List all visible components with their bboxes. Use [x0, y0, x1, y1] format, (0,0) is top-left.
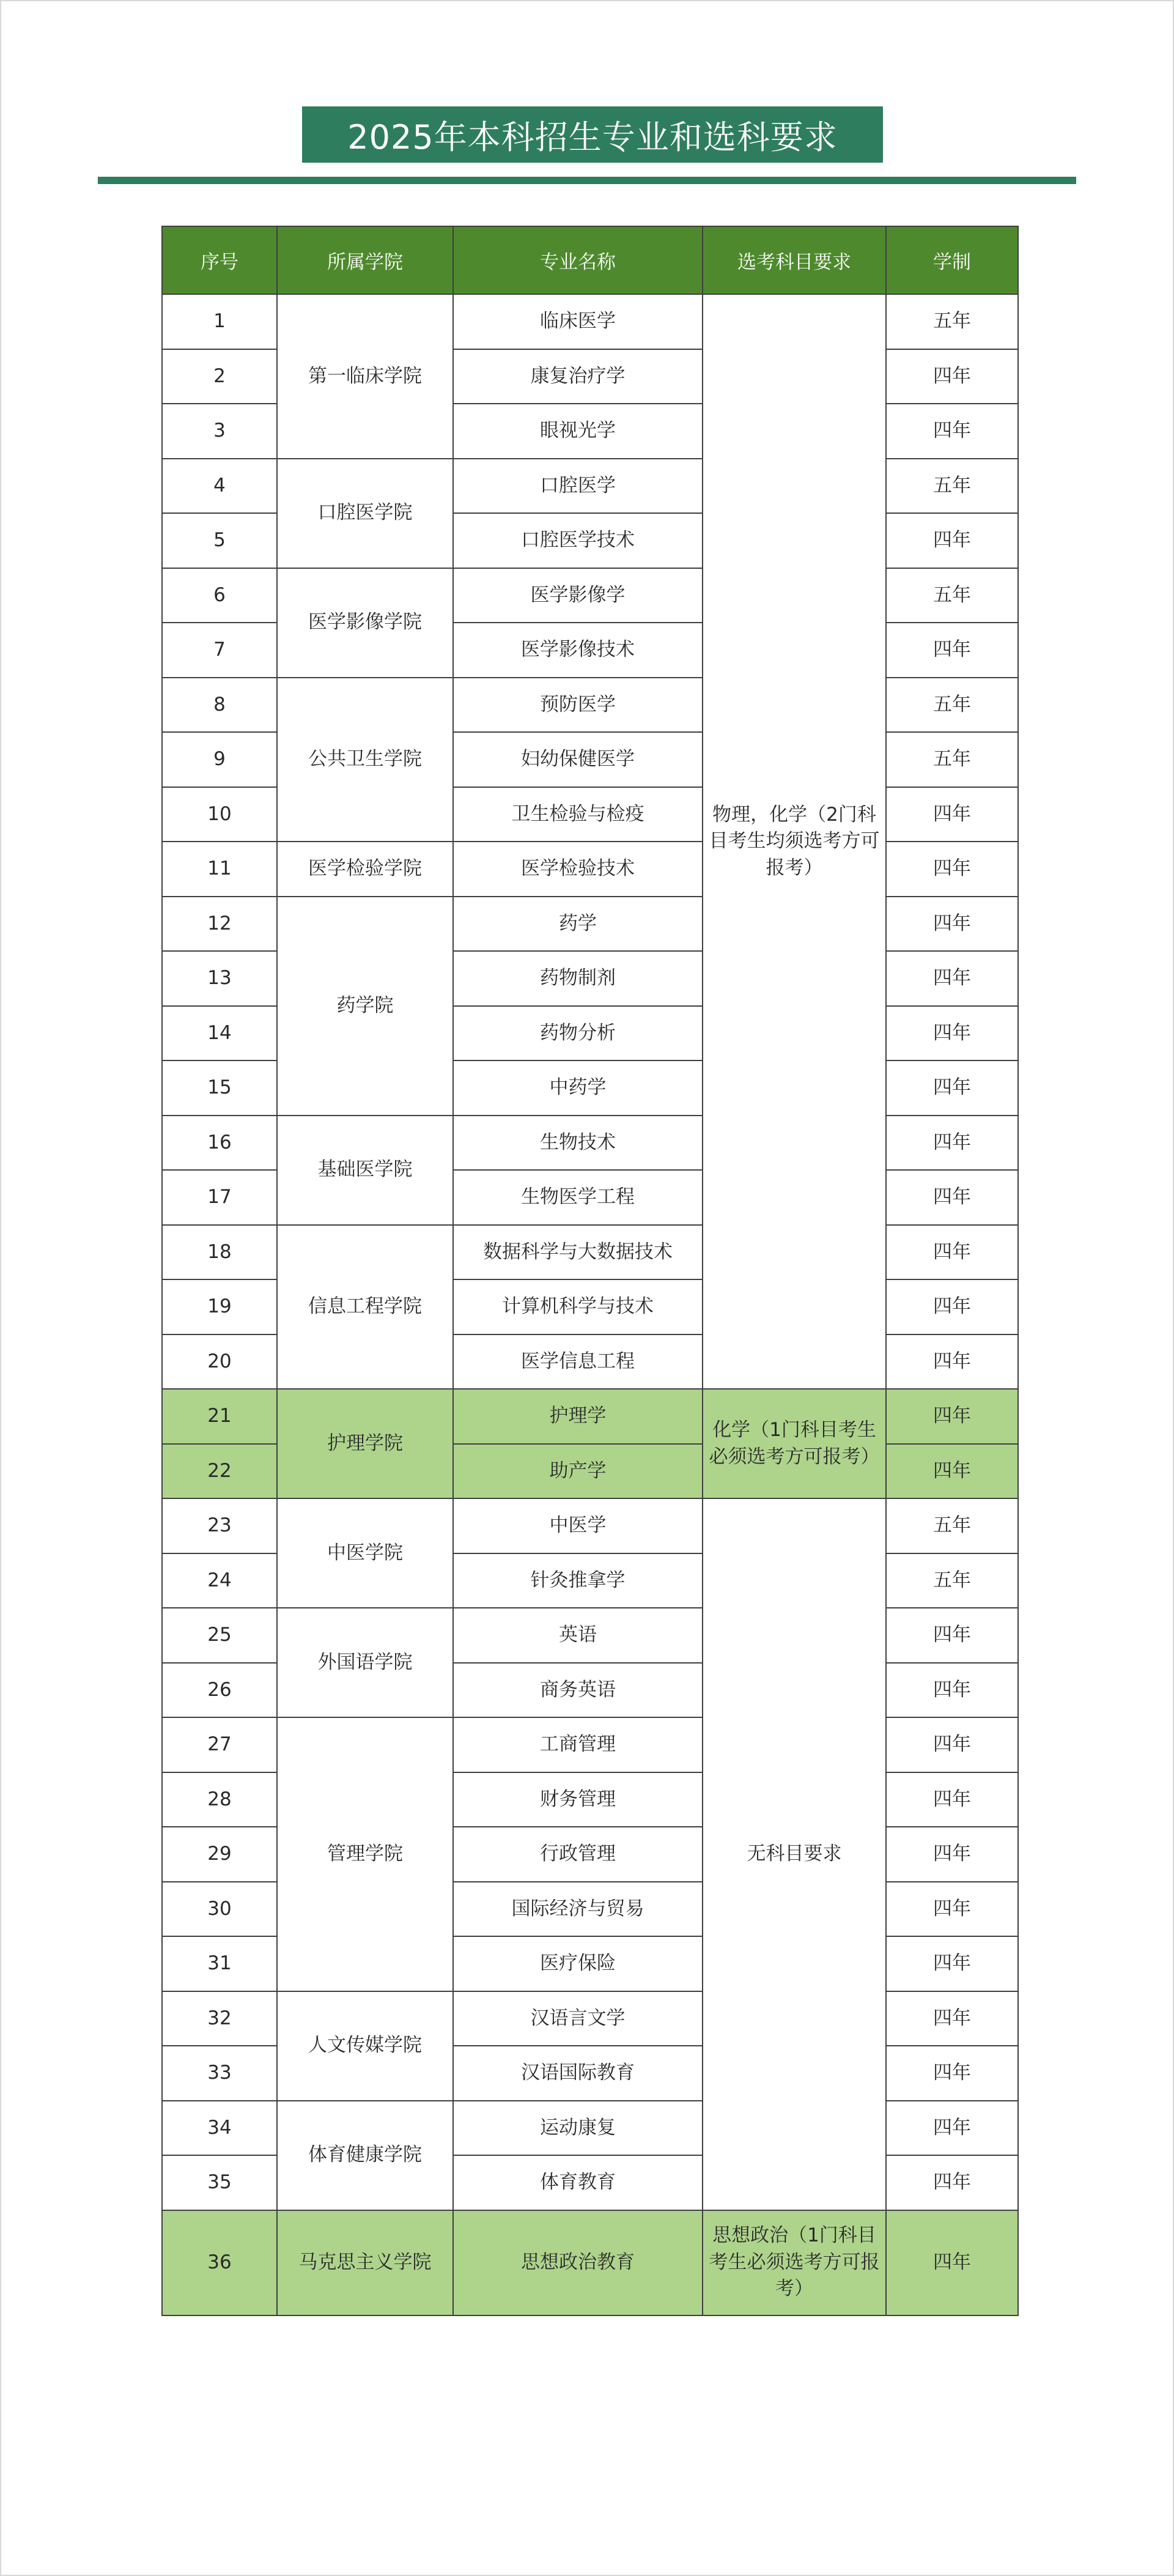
- duration-cell: 五年: [886, 1553, 1018, 1608]
- duration-cell: 四年: [886, 1334, 1018, 1390]
- major-cell: 生物医学工程: [453, 1170, 703, 1225]
- title-divider: [98, 177, 1076, 184]
- college-cell: 中医学院: [277, 1498, 453, 1608]
- row-number: 7: [162, 623, 277, 678]
- major-cell: 医学影像学: [453, 568, 703, 623]
- table-row: [162, 2101, 1018, 2156]
- row-number: 2: [162, 349, 277, 404]
- requirement-cell: 物理，化学（2门科目考生均须选考方可报考）: [703, 294, 886, 1389]
- college-cell: 体育健康学院: [277, 2101, 453, 2210]
- row-number: 23: [162, 1498, 277, 1553]
- header-college: 所属学院: [277, 226, 453, 294]
- header-duration: 学制: [886, 226, 1018, 294]
- duration-cell: 四年: [886, 951, 1018, 1006]
- table-row: [162, 678, 1018, 733]
- major-cell: 商务英语: [453, 1663, 703, 1718]
- row-number: 20: [162, 1334, 277, 1390]
- duration-cell: 四年: [886, 2210, 1018, 2315]
- duration-cell: 四年: [886, 1827, 1018, 1882]
- college-cell: 外国语学院: [277, 1608, 453, 1717]
- duration-cell: 四年: [886, 1225, 1018, 1280]
- duration-cell: 四年: [886, 897, 1018, 952]
- row-number: 14: [162, 1006, 277, 1061]
- duration-cell: 五年: [886, 568, 1018, 623]
- row-number: 4: [162, 459, 277, 514]
- duration-cell: 四年: [886, 1991, 1018, 2046]
- college-cell: 口腔医学院: [277, 459, 453, 568]
- major-cell: 生物技术: [453, 1116, 703, 1171]
- table-row: [162, 1717, 1018, 1772]
- row-number: 16: [162, 1116, 277, 1171]
- major-cell: 数据科学与大数据技术: [453, 1225, 703, 1280]
- duration-cell: 五年: [886, 294, 1018, 349]
- major-cell: 计算机科学与技术: [453, 1279, 703, 1334]
- table-row: [162, 459, 1018, 514]
- row-number: 13: [162, 951, 277, 1006]
- table-row: [162, 1116, 1018, 1171]
- major-cell: 医疗保险: [453, 1936, 703, 1991]
- duration-cell: 四年: [886, 1279, 1018, 1334]
- row-number: 25: [162, 1608, 277, 1663]
- major-cell: 体育教育: [453, 2155, 703, 2210]
- major-cell: 口腔医学: [453, 459, 703, 514]
- row-number: 24: [162, 1553, 277, 1608]
- major-cell: 针灸推拿学: [453, 1553, 703, 1608]
- row-number: 10: [162, 787, 277, 842]
- college-cell: 医学检验学院: [277, 842, 453, 897]
- table-header-row: [162, 226, 1018, 294]
- row-number: 36: [162, 2210, 277, 2315]
- duration-cell: 四年: [886, 1772, 1018, 1827]
- duration-cell: 四年: [886, 1936, 1018, 1991]
- major-cell: 思想政治教育: [453, 2210, 703, 2315]
- duration-cell: 四年: [886, 513, 1018, 568]
- college-cell: 第一临床学院: [277, 294, 453, 459]
- major-cell: 护理学: [453, 1389, 703, 1444]
- major-cell: 口腔医学技术: [453, 513, 703, 568]
- duration-cell: 四年: [886, 1006, 1018, 1061]
- row-number: 6: [162, 568, 277, 623]
- requirement-cell: 化学（1门科目考生必须选考方可报考）: [703, 1389, 886, 1498]
- college-cell: 药学院: [277, 897, 453, 1116]
- header-requirement: 选考科目要求: [703, 226, 886, 294]
- major-cell: 预防医学: [453, 678, 703, 733]
- college-cell: 医学影像学院: [277, 568, 453, 678]
- row-number: 22: [162, 1444, 277, 1499]
- major-cell: 康复治疗学: [453, 349, 703, 404]
- duration-cell: 四年: [886, 1663, 1018, 1718]
- major-cell: 中医学: [453, 1498, 703, 1553]
- major-cell: 眼视光学: [453, 404, 703, 459]
- row-number: 34: [162, 2101, 277, 2156]
- duration-cell: 五年: [886, 459, 1018, 514]
- row-number: 12: [162, 897, 277, 952]
- major-cell: 工商管理: [453, 1717, 703, 1772]
- duration-cell: 四年: [886, 1060, 1018, 1116]
- row-number: 27: [162, 1717, 277, 1772]
- duration-cell: 四年: [886, 1389, 1018, 1444]
- row-number: 30: [162, 1882, 277, 1937]
- row-number: 8: [162, 678, 277, 733]
- row-number: 3: [162, 404, 277, 459]
- duration-cell: 四年: [886, 623, 1018, 678]
- row-number: 18: [162, 1225, 277, 1280]
- major-cell: 运动康复: [453, 2101, 703, 2156]
- table-row: [162, 568, 1018, 623]
- major-cell: 中药学: [453, 1060, 703, 1116]
- row-number: 29: [162, 1827, 277, 1882]
- major-cell: 药物制剂: [453, 951, 703, 1006]
- college-cell: 管理学院: [277, 1717, 453, 1991]
- duration-cell: 四年: [886, 2046, 1018, 2101]
- row-number: 1: [162, 294, 277, 349]
- row-number: 15: [162, 1060, 277, 1116]
- college-cell: 人文传媒学院: [277, 1991, 453, 2101]
- row-number: 5: [162, 513, 277, 568]
- row-number: 19: [162, 1279, 277, 1334]
- major-cell: 医学影像技术: [453, 623, 703, 678]
- table-row: [162, 1498, 1018, 1553]
- major-cell: 医学信息工程: [453, 1334, 703, 1390]
- table-row: [162, 294, 1018, 349]
- duration-cell: 五年: [886, 678, 1018, 733]
- row-number: 28: [162, 1772, 277, 1827]
- row-number: 33: [162, 2046, 277, 2101]
- table-row: [162, 1608, 1018, 1663]
- duration-cell: 四年: [886, 2155, 1018, 2210]
- row-number: 26: [162, 1663, 277, 1718]
- table-row: [162, 2210, 1018, 2315]
- requirement-cell: 无科目要求: [703, 1498, 886, 2210]
- major-cell: 汉语言文学: [453, 1991, 703, 2046]
- duration-cell: 五年: [886, 732, 1018, 787]
- duration-cell: 四年: [886, 1116, 1018, 1171]
- major-cell: 汉语国际教育: [453, 2046, 703, 2101]
- major-cell: 妇幼保健医学: [453, 732, 703, 787]
- major-cell: 行政管理: [453, 1827, 703, 1882]
- row-number: 32: [162, 1991, 277, 2046]
- duration-cell: 四年: [886, 1717, 1018, 1772]
- row-number: 9: [162, 732, 277, 787]
- table-row: [162, 1389, 1018, 1444]
- duration-cell: 四年: [886, 842, 1018, 897]
- college-cell: 信息工程学院: [277, 1225, 453, 1390]
- duration-cell: 四年: [886, 787, 1018, 842]
- duration-cell: 四年: [886, 1882, 1018, 1937]
- duration-cell: 四年: [886, 1444, 1018, 1499]
- major-cell: 财务管理: [453, 1772, 703, 1827]
- duration-cell: 五年: [886, 1498, 1018, 1553]
- majors-table: [161, 226, 1019, 2316]
- row-number: 11: [162, 842, 277, 897]
- requirement-cell: 思想政治（1门科目考生必须选考方可报考）: [703, 2210, 886, 2315]
- college-cell: 基础医学院: [277, 1116, 453, 1225]
- duration-cell: 四年: [886, 1608, 1018, 1663]
- header-no: 序号: [162, 226, 277, 294]
- duration-cell: 四年: [886, 404, 1018, 459]
- duration-cell: 四年: [886, 1170, 1018, 1225]
- row-number: 35: [162, 2155, 277, 2210]
- duration-cell: 四年: [886, 2101, 1018, 2156]
- row-number: 31: [162, 1936, 277, 1991]
- table-row: [162, 897, 1018, 952]
- major-cell: 国际经济与贸易: [453, 1882, 703, 1937]
- college-cell: 护理学院: [277, 1389, 453, 1498]
- major-cell: 助产学: [453, 1444, 703, 1499]
- major-cell: 医学检验技术: [453, 842, 703, 897]
- duration-cell: 四年: [886, 349, 1018, 404]
- major-cell: 药学: [453, 897, 703, 952]
- header-major: 专业名称: [453, 226, 703, 294]
- college-cell: 马克思主义学院: [277, 2210, 453, 2315]
- table-row: [162, 1225, 1018, 1280]
- major-cell: 药物分析: [453, 1006, 703, 1061]
- table-row: [162, 842, 1018, 897]
- major-cell: 英语: [453, 1608, 703, 1663]
- table-row: [162, 1991, 1018, 2046]
- major-cell: 临床医学: [453, 294, 703, 349]
- row-number: 21: [162, 1389, 277, 1444]
- page-title: 2025年本科招生专业和选科要求: [302, 106, 883, 163]
- major-cell: 卫生检验与检疫: [453, 787, 703, 842]
- college-cell: 公共卫生学院: [277, 678, 453, 842]
- row-number: 17: [162, 1170, 277, 1225]
